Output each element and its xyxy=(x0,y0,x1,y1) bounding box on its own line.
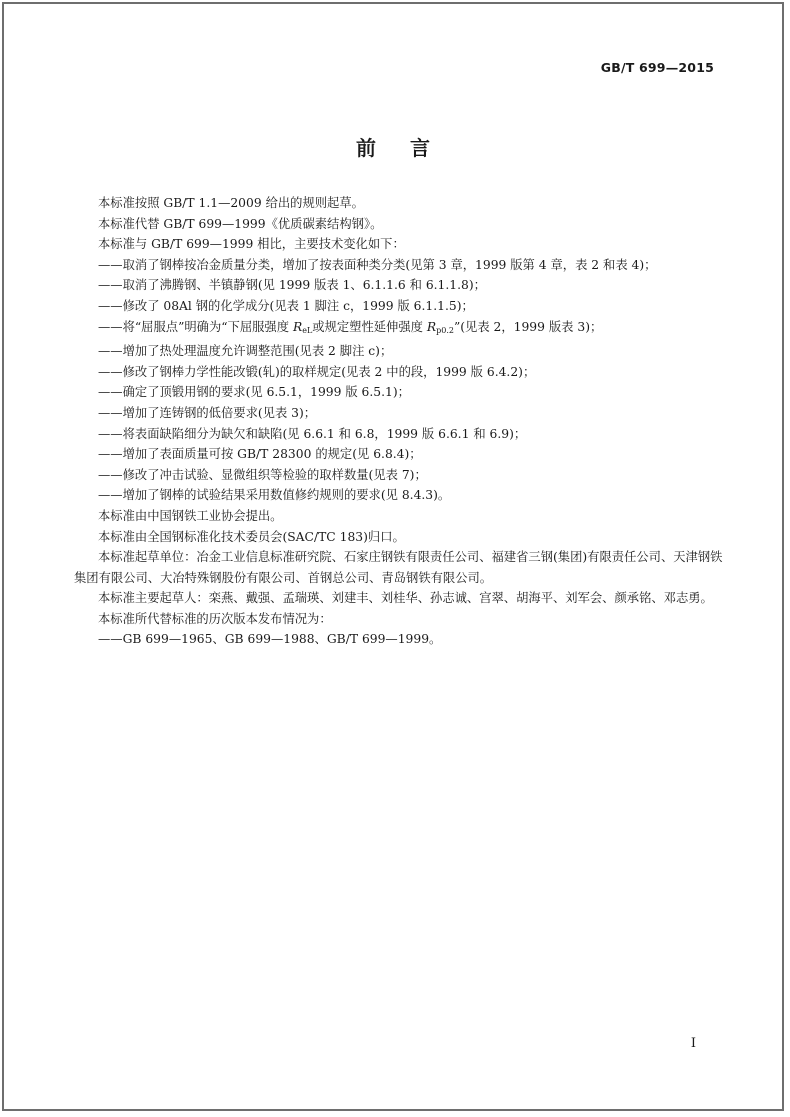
change-item-yield-strength xyxy=(74,317,734,342)
change-item: ——取消了沸腾钢、半镇静钢(见 1999 版表 1、6.1.1.6 和 6.1.1.8)； xyxy=(98,278,486,293)
change-item: ——修改了冲击试验、显微组织等检验的取样数量(见表 7)； xyxy=(98,467,427,482)
paragraph: 本标准与 GB/T 699—1999 相比，主要技术变化如下： xyxy=(98,237,405,252)
text-part: ”(见表 2，1999 版表 3)； xyxy=(453,319,603,334)
change-item: ——确定了顶锻用钢的要求(见 6.5.1，1999 版 6.5.1)； xyxy=(98,385,410,400)
change-item: ——将表面缺陷细分为缺欠和缺陷(见 6.6.1 和 6.8，1999 版 6.6.1 和 6.9)； xyxy=(98,426,527,441)
subscript-p02: p0.2 xyxy=(436,325,454,335)
history-item: ——GB 699—1965、GB 699—1988、GB/T 699—1999。 xyxy=(98,632,442,647)
symbol-r: R xyxy=(292,319,303,334)
change-item: ——增加了表面质量可按 GB/T 28300 的规定(见 6.8.4)； xyxy=(98,447,422,462)
text-part: ——将“屈服点”明确为“下屈服强度 xyxy=(98,319,293,334)
change-item: ——修改了 08Al 钢的化学成分(见表 1 脚注 c，1999 版 6.1.1.5)； xyxy=(98,298,474,313)
drafters: 本标准主要起草人：栾燕、戴强、孟瑞瑛、刘建丰、刘桂华、孙志诚、宫翠、胡海平、刘军会、颜承铭、邓志勇。 xyxy=(98,591,713,606)
subscript-el: eL xyxy=(302,325,313,335)
paragraph: 本标准由全国钢标准化技术委员会(SAC/TC 183)归口。 xyxy=(98,529,405,544)
document-page xyxy=(2,2,784,1111)
change-item: ——取消了钢棒按冶金质量分类，增加了按表面种类分类(见第 3 章，1999 版第 4 章，表 2 和表 4)； xyxy=(98,257,657,272)
page-number: I xyxy=(690,1036,696,1051)
foreword-body xyxy=(74,193,734,650)
page-title: 前言 xyxy=(356,136,464,160)
change-item: ——增加了钢棒的试验结果采用数值修约规则的要求(见 8.4.3)。 xyxy=(98,488,451,503)
paragraph: 本标准所代替标准的历次版本发布情况为： xyxy=(98,611,332,626)
symbol-r: R xyxy=(426,319,437,334)
drafting-units: 本标准起草单位：冶金工业信息标准研究院、石家庄钢铁有限责任公司、福建省三钢(集团)有限责任公司、天津钢铁集团有限公司、大冶特殊钢股份有限公司、首钢总公司、青岛钢铁有限公司。 xyxy=(74,550,723,585)
paragraph: 本标准按照 GB/T 1.1—2009 给出的规则起草。 xyxy=(98,196,364,210)
change-item: ——修改了钢棒力学性能改锻(轧)的取样规定(见表 2 中的段，1999 版 6.4.2)； xyxy=(98,364,536,379)
paragraph: 本标准代替 GB/T 699—1999《优质碳素结构钢》。 xyxy=(98,216,383,231)
change-item: ——增加了连铸钢的低倍要求(见表 3)； xyxy=(98,405,317,420)
text-part: 或规定塑性延伸强度 xyxy=(312,319,427,334)
paragraph: 本标准由中国钢铁工业协会提出。 xyxy=(98,508,283,523)
change-item: ——增加了热处理温度允许调整范围(见表 2 脚注 c)； xyxy=(98,344,393,359)
standard-code: GB/T 699—2015 xyxy=(600,60,714,75)
